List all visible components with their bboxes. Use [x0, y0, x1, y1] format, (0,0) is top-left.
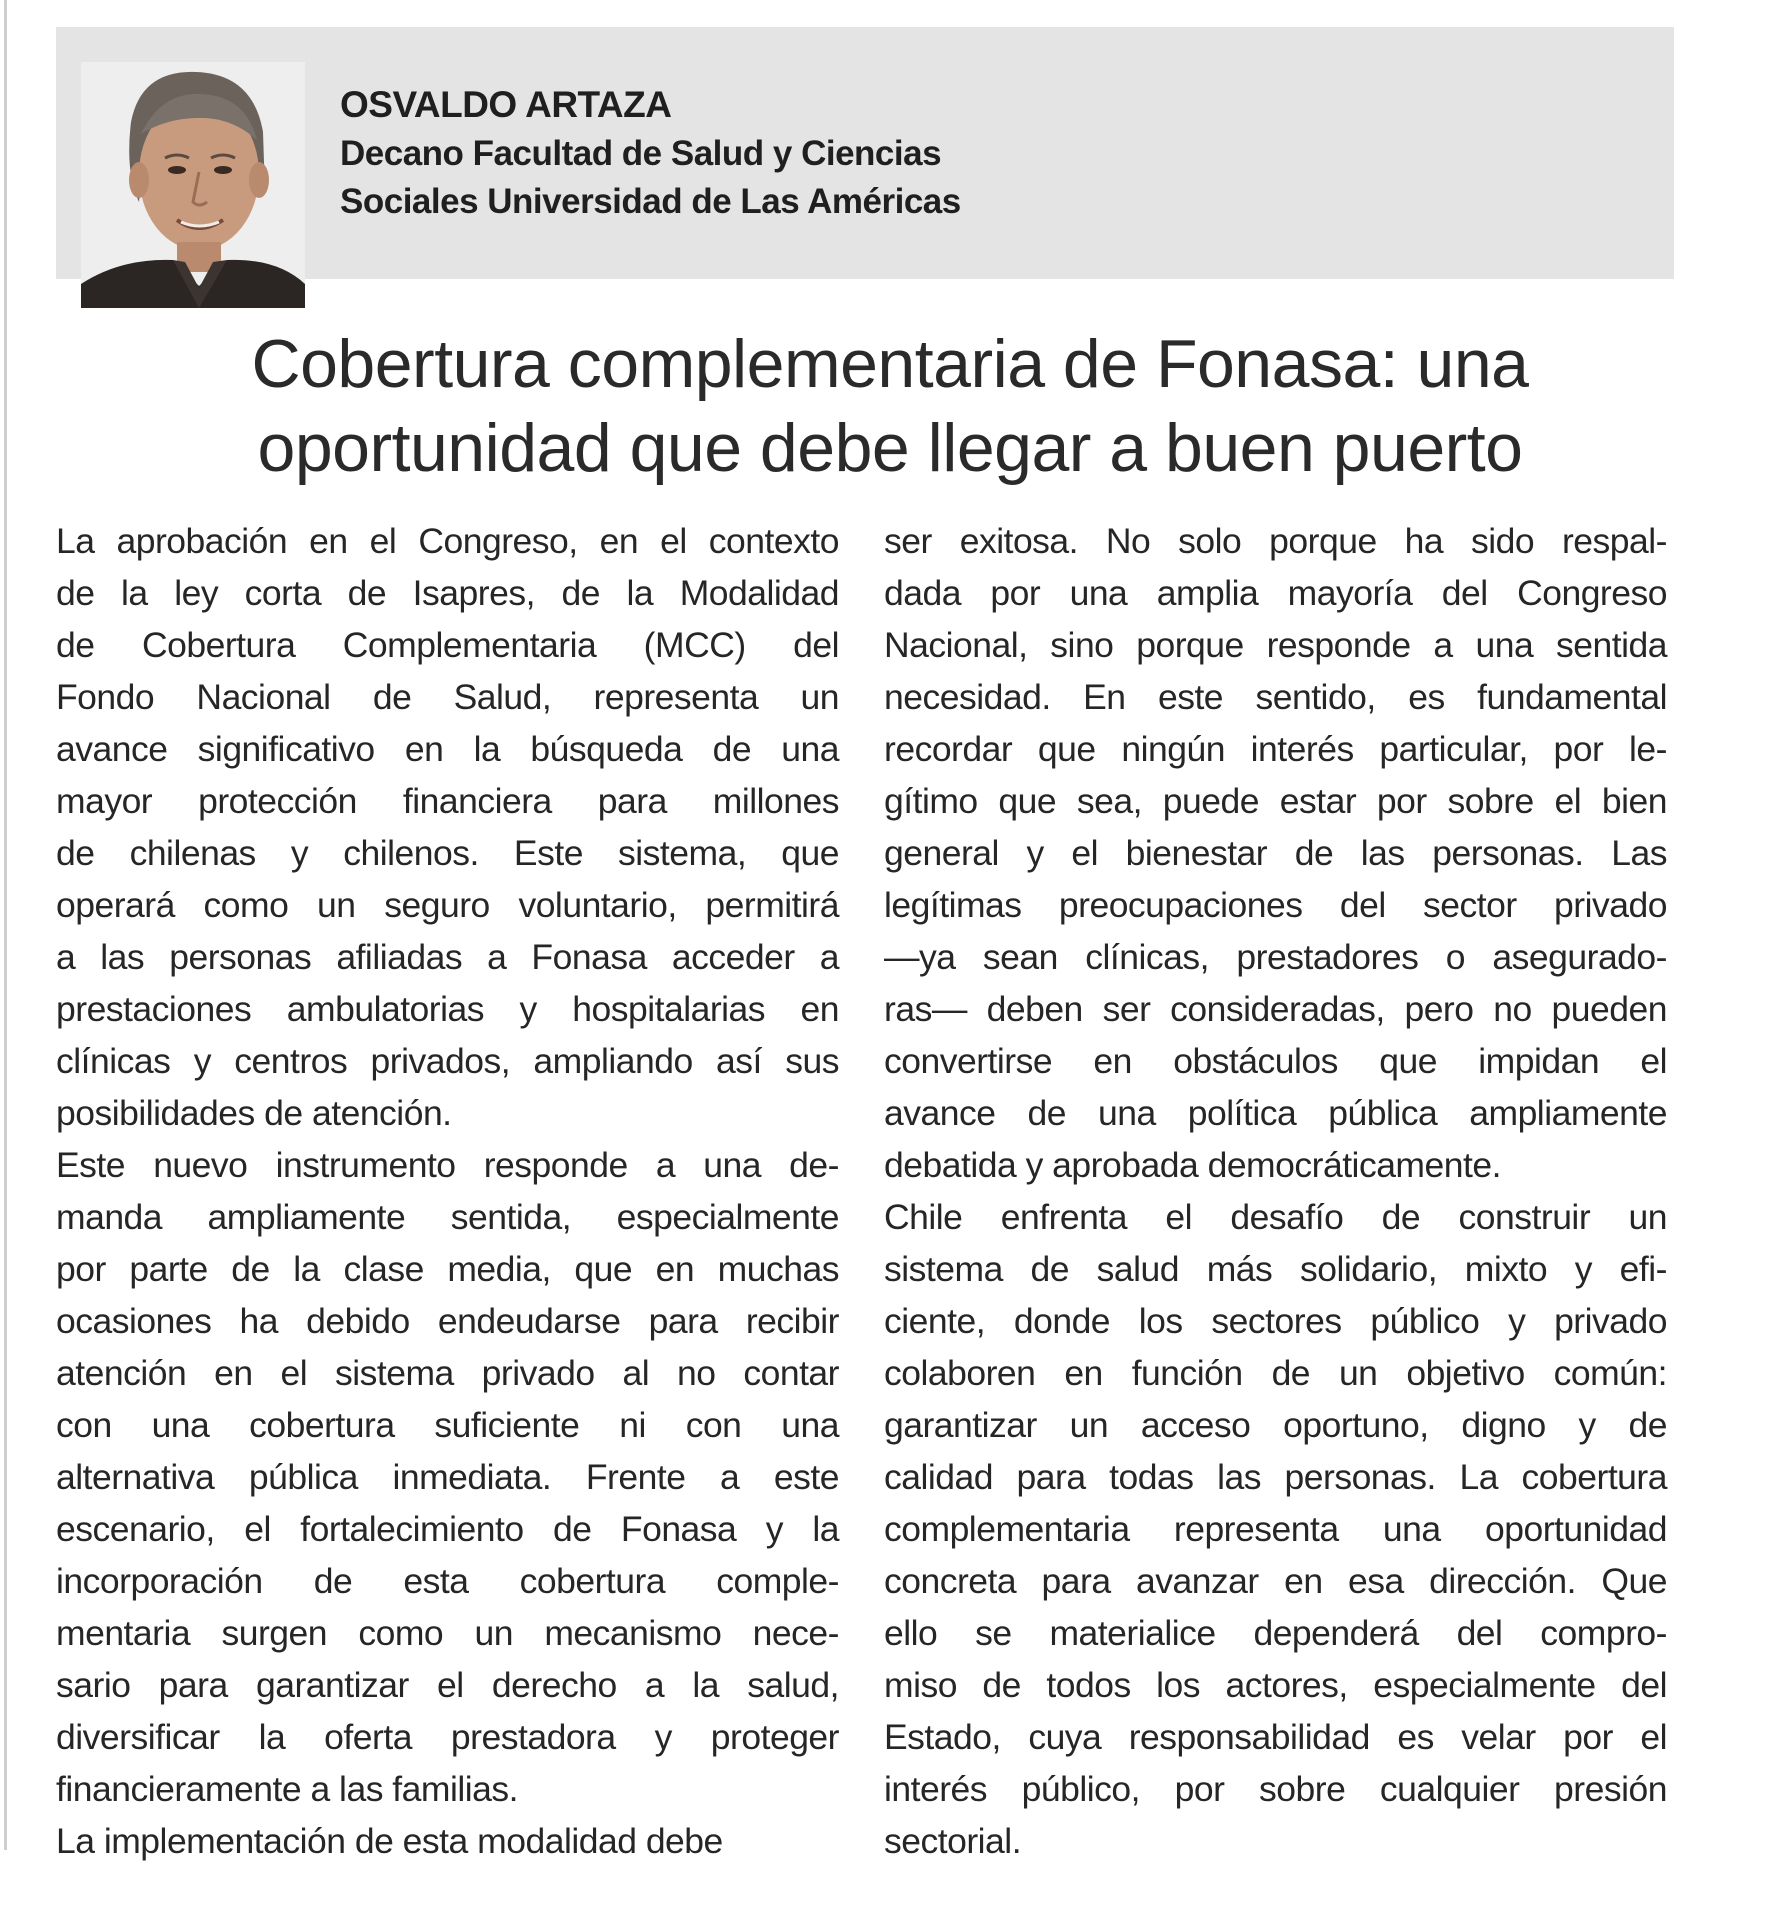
article-column-left	[56, 515, 839, 1867]
body-text-line: mentaria surgen como un mecanismo nece-	[56, 1613, 839, 1653]
body-text-line: miso de todos los actores, especialmente del	[884, 1665, 1667, 1705]
body-text-line: por parte de la clase media, que en muchas	[56, 1249, 839, 1289]
body-text-line: incorporación de esta cobertura comple-	[56, 1561, 839, 1601]
body-text-line: a las personas afiliadas a Fonasa acceder a	[56, 937, 839, 977]
body-text-line: garantizar un acceso oportuno, digno y de	[884, 1405, 1667, 1445]
headline-line-1: Cobertura complementaria de Fonasa: una	[251, 326, 1529, 402]
body-text-line: Estado, cuya responsabilidad es velar por el	[884, 1717, 1667, 1757]
body-text-line: con una cobertura suficiente ni con una	[56, 1405, 839, 1445]
body-text-line: interés público, por sobre cualquier presión	[884, 1769, 1667, 1809]
body-text-line: ocasiones ha debido endeudarse para recibir	[56, 1301, 839, 1341]
article-headline	[90, 322, 1690, 490]
body-text-line: debatida y aprobada democráticamente.	[884, 1145, 1501, 1185]
body-text-line: calidad para todas las personas. La cobertura	[884, 1457, 1667, 1497]
body-text-line: Fondo Nacional de Salud, representa un	[56, 677, 839, 717]
author-role-line-2: Sociales Universidad de Las Américas	[340, 182, 961, 221]
body-text-line: de Cobertura Complementaria (MCC) del	[56, 625, 839, 665]
body-text-line: sectorial.	[884, 1821, 1022, 1861]
body-text-line: mayor protección financiera para millones	[56, 781, 839, 821]
body-text-line: de la ley corta de Isapres, de la Modalidad	[56, 573, 839, 613]
body-text-line: financieramente a las familias.	[56, 1769, 518, 1809]
body-text-line: escenario, el fortalecimiento de Fonasa y la	[56, 1509, 839, 1549]
body-text-line: La aprobación en el Congreso, en el contexto	[56, 521, 839, 561]
body-text-line: La implementación de esta modalidad debe	[56, 1821, 723, 1861]
body-text-line: recordar que ningún interés particular, por le-	[884, 729, 1667, 769]
body-text-line: ello se materialice dependerá del compro-	[884, 1613, 1667, 1653]
body-text-line: gítimo que sea, puede estar por sobre el bien	[884, 781, 1667, 821]
body-text-line: sistema de salud más solidario, mixto y efi-	[884, 1249, 1667, 1289]
body-text-line: posibilidades de atención.	[56, 1093, 452, 1133]
body-text-line: necesidad. En este sentido, es fundamental	[884, 677, 1667, 717]
author-info	[340, 80, 1240, 226]
author-portrait-illustration	[81, 62, 305, 308]
body-text-line: complementaria representa una oportunidad	[884, 1509, 1667, 1549]
page-edge-rule	[4, 0, 7, 1850]
body-text-line: atención en el sistema privado al no contar	[56, 1353, 839, 1393]
body-text-line: Nacional, sino porque responde a una sentida	[884, 625, 1667, 665]
body-text-line: sario para garantizar el derecho a la salud,	[56, 1665, 839, 1705]
body-text-line: ras— deben ser consideradas, pero no pueden	[884, 989, 1667, 1029]
body-text-line: diversificar la oferta prestadora y proteger	[56, 1717, 839, 1757]
body-text-line: prestaciones ambulatorias y hospitalarias en	[56, 989, 839, 1029]
body-text-line: ciente, donde los sectores público y privado	[884, 1301, 1667, 1341]
body-text-line: concreta para avanzar en esa dirección. Que	[884, 1561, 1667, 1601]
body-text-line: manda ampliamente sentida, especialmente	[56, 1197, 839, 1237]
body-text-line: colaboren en función de un objetivo común:	[884, 1353, 1667, 1393]
body-text-line: Este nuevo instrumento responde a una de-	[56, 1145, 839, 1185]
body-text-line: avance de una política pública ampliamente	[884, 1093, 1667, 1133]
body-text-line: —ya sean clínicas, prestadores o asegurado-	[884, 937, 1667, 977]
author-role-line-1: Decano Facultad de Salud y Ciencias	[340, 134, 942, 173]
article-column-right	[884, 515, 1667, 1867]
body-text-line: de chilenas y chilenos. Este sistema, que	[56, 833, 839, 873]
body-text-line: alternativa pública inmediata. Frente a este	[56, 1457, 839, 1497]
body-text-line: general y el bienestar de las personas. Las	[884, 833, 1667, 873]
body-text-line: avance significativo en la búsqueda de una	[56, 729, 839, 769]
headline-line-2: oportunidad que debe llegar a buen puerto	[257, 410, 1523, 486]
body-text-line: dada por una amplia mayoría del Congreso	[884, 573, 1667, 613]
body-text-line: Chile enfrenta el desafío de construir un	[884, 1197, 1667, 1237]
body-text-line: operará como un seguro voluntario, permitirá	[56, 885, 839, 925]
body-text-line: ser exitosa. No solo porque ha sido respal-	[884, 521, 1667, 561]
body-text-line: clínicas y centros privados, ampliando así sus	[56, 1041, 839, 1081]
body-text-line: legítimas preocupaciones del sector privado	[884, 885, 1667, 925]
author-name: OSVALDO ARTAZA	[340, 84, 672, 125]
author-photo	[81, 62, 305, 308]
body-text-line: convertirse en obstáculos que impidan el	[884, 1041, 1667, 1081]
